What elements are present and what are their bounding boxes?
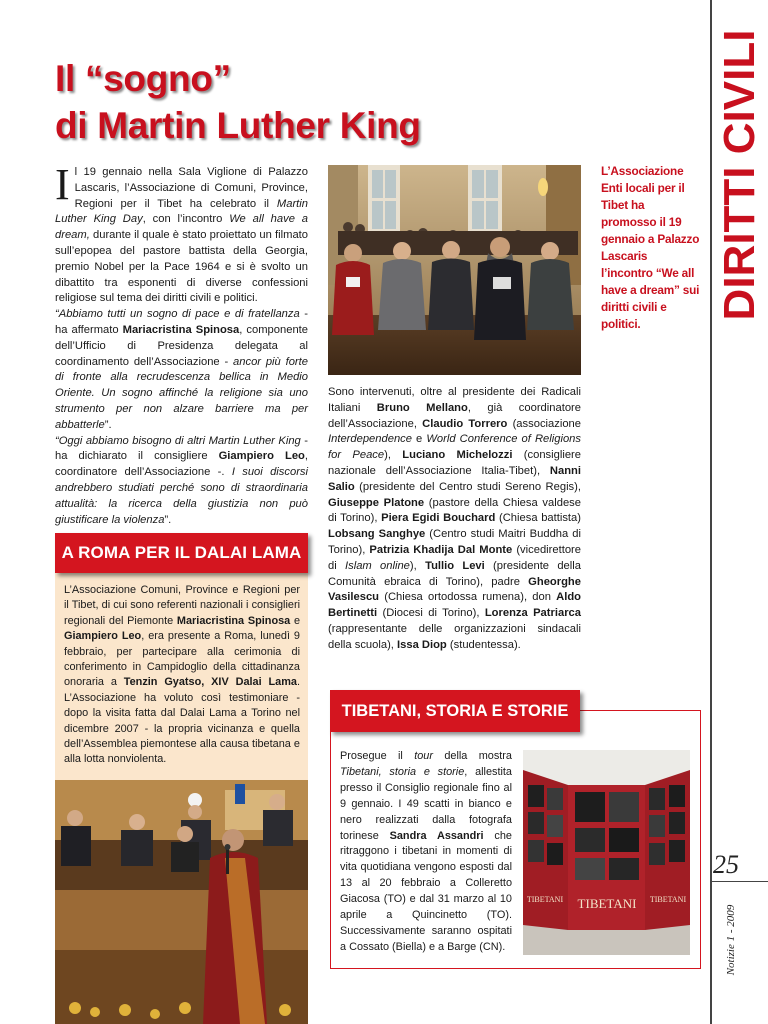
- sidebar-summary: L’Associazione Enti locali per il Tibet ha promosso il 19 gennaio a Palazzo Lascaris l’incontro “We all have a dream” sui diritti civili e politici.: [601, 164, 700, 331]
- article-column-1: [55, 160, 309, 528]
- section-label-text: DIRITTI CIVILI: [715, 29, 764, 321]
- issue-label: Notizie 1 - 2009: [725, 904, 737, 976]
- tibetani-heading: TIBETANI, STORIA E STORIE: [330, 690, 580, 732]
- section-label: [712, 0, 768, 321]
- paragraph-intro: Il 19 gennaio nella Sala Viglione di Palazzo Lascaris, l’Associazione di Comuni, Province, Regioni per il Tibet ha celebrato il Martin Luther King Day, con l’incontro We all have a dream, durante il quale è stato proiettato un filmato sull’epopea del pastore battista della Georgia, premio Nobel per la Pace 1964 e si è svolto un dibattito tra esponenti di diverse confessioni religiose sul tema dei diritti civili e politici.: [55, 160, 308, 305]
- paragraph-participants: Sono intervenuti, oltre al presidente dei Radicali Italiani Bruno Mellano, già coordinatore dell’Associazione, Claudio Torrero (associazione Interdependence e World Conference of Religions for Peace), Luciano Michelozzi (consigliere nazionale dell’Associazione Italia-Tibet), Nanni Salio (presidente del Centro studi Sereno Regis), Giuseppe Platone (pastore della Chiesa valdese di Torino), Piera Egidi Bouchard (Chiesa battista) Lobsang Sanghye (Centro studi Maitri Buddha di Torino), Patrizia Khadija Dal Monte (vicedirettore di Islam online), Tullio Levi (presidente della Comunità ebraica di Torino), padre Gheorghe Vasilescu (Chiesa ortodossa rumena), don Aldo Bertinetti (Diocesi di Torino), Lorenza Patriarca (rappresentante delle organizzazioni sindacali della scuola), Issa Diop (studentessa).: [328, 386, 581, 651]
- drop-cap: I: [55, 160, 70, 209]
- article-title: [55, 55, 475, 149]
- paragraph-quote-leo: “Oggi abbiamo bisogno di altri Martin Luther King - ha dichiarato il consigliere Giampiero Leo, coordinatore dell’Associazione -. I suoi discorsi andrebbero studiati perché sono di straordinaria attualità: la ricerca della giustizia non può giustificare la violenza”.: [55, 434, 309, 526]
- page-number-rule: [712, 881, 768, 882]
- roma-heading: A ROMA PER IL DALAI LAMA: [55, 533, 308, 573]
- paragraph-quote-spinosa: “Abbiamo tutti un sogno di pace e di fratellanza - ha affermato Mariacristina Spinosa, componente dell’Ufficio di Presidenza delegata al coordinamento dell’Associazione - ancor più forte di fronte alla recrudescenza bellica in Medio Oriente. Un sogno affinché la religione sia uno strumento per non alzare barriere ma per abbatterle”.: [55, 308, 308, 431]
- exhibition-photo: [523, 750, 690, 955]
- title-line-2: di Martin Luther King: [55, 105, 421, 146]
- tibetani-text: Prosegue il tour della mostra Tibetani, storia e storie, allestita presso il Consiglio regionale fino al 9 gennaio. I 49 scatti in bianco e nero realizzati dalla fotografa torinese Sandra Assandri che ritraggono i tibetani in momenti di vita quotidiana vengono esposti dal 13 al 20 febbraio a Colleretto Giacosa (TO) e dal 31 marzo al 10 aprile a Quincinetto (TO). Successivamente saranno ospitati a Cossato (Biella) e a Barge (CN).: [340, 750, 512, 953]
- panel-label-left: TIBETANI: [526, 895, 564, 904]
- page-number: 25: [713, 850, 739, 879]
- roma-text: L’Associazione Comuni, Province e Regioni per il Tibet, di cui sono referenti nazionali i consiglieri regionali del Piemonte Mariacristina Spinosa e Giampiero Leo, era presente a Roma, lunedì 9 febbraio, per partecipare alla cerimonia di conferimento in Campidoglio della cittadinanza onoraria a Tenzin Gyatso, XIV Dalai Lama. L’Associazione ha voluto così testimoniare - dopo la visita fatta dal Dalai Lama a Torino nel dicembre 2007 - la propria vicinanza e quella dell’Assemblea piemontese alla causa tibetana e alla lotta nonviolenta.: [64, 584, 301, 766]
- panel-label: TIBETANI: [577, 896, 637, 911]
- dalai-lama-photo: [55, 780, 308, 1024]
- conference-audience-photo: [328, 165, 581, 375]
- title-line-1: Il “sogno”: [55, 58, 231, 99]
- panel-label-right: TIBETANI: [649, 895, 687, 904]
- article-column-2: [328, 385, 581, 654]
